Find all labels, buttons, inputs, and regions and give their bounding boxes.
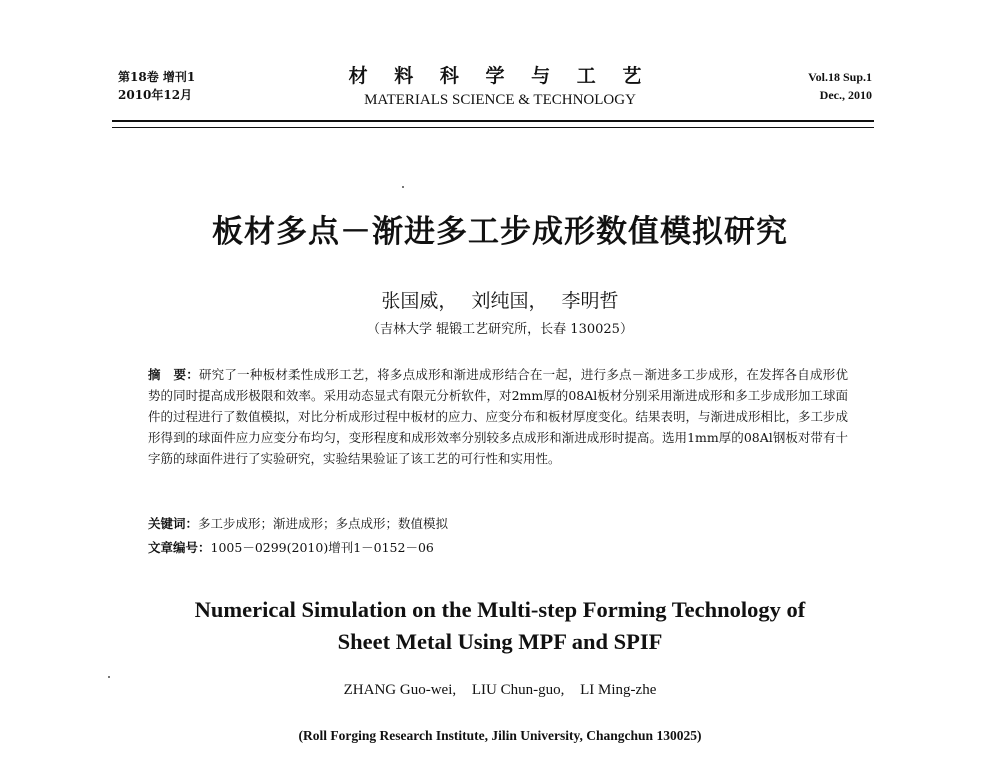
article-number-text: 1005－0299(2010)增刊1－0152－06 [210, 540, 434, 555]
issue-info-cn [118, 68, 195, 104]
issue-info-en [808, 68, 872, 104]
title-en-line1: Numerical Simulation on the Multi-step Forming Technology of [194, 597, 806, 622]
abstract-label: 摘 要： [148, 367, 199, 382]
author-cn: 刘纯国， [471, 290, 548, 312]
abstract-text: 研究了一种板材柔性成形工艺，将多点成形和渐进成形结合在一起，进行多点－渐进多工步成形，在发挥各自成形优势的同时提高成形极限和效率。采用动态显式有限元分析软件，对2mm厚的08Al板材分别采用渐进成形和多工步成形加工球面件的过程进行了数值模拟，对比分析成形过程中板材的应力、应变分布和板材厚度变化。结果表明，与渐进成形相比，多工步成形得到的球面件应力应变分布均匀，变形程度和成形效率分别较多点成形和渐进成形时提高。选用1mm厚的08Al钢板对带有十字筋的球面件进行了实验研究，实验结果验证了该工艺的可行性和实用性。 [148, 367, 849, 466]
journal-name-cn: 材 料 科 学 与 工 艺 [348, 65, 652, 87]
author-list-cn [0, 286, 1000, 313]
header-rule-thin [112, 127, 874, 128]
paper-title-en [0, 594, 1000, 658]
scan-speck [108, 676, 110, 678]
affiliation-cn: （吉林大学 辊锻工艺研究所，长春 130025） [367, 322, 633, 337]
header-rule-thick [112, 120, 874, 122]
author-cn: 李明哲 [561, 290, 619, 312]
paper-title-cn: 板材多点－渐进多工步成形数值模拟研究 [212, 214, 788, 250]
keywords [148, 514, 448, 532]
author-cn: 张国威， [381, 290, 458, 312]
article-number-label: 文章编号： [148, 540, 211, 555]
abstract [148, 364, 848, 469]
title-en-line2: Sheet Metal Using MPF and SPIF [337, 629, 663, 654]
date-cn: 2010年12月 [118, 88, 193, 102]
volume-cn: 第18卷 增刊1 [118, 70, 196, 84]
affiliation-en: (Roll Forging Research Institute, Jilin University, Changchun 130025) [298, 728, 702, 743]
journal-masthead [300, 64, 700, 110]
scan-speck [402, 186, 404, 188]
article-number [148, 538, 434, 556]
date-en: Dec., 2010 [819, 88, 872, 102]
keywords-label: 关键词： [148, 516, 199, 531]
keywords-text: 多工步成形；渐进成形；多点成形；数值模拟 [198, 516, 449, 531]
volume-en: Vol.18 Sup.1 [808, 70, 872, 84]
author-en: ZHANG Guo-wei, [343, 682, 457, 698]
author-en: LIU Chun-guo, [471, 682, 565, 698]
author-en: LI Ming-zhe [580, 682, 657, 698]
author-list-en [0, 682, 1000, 699]
journal-name-en: MATERIALS SCIENCE & TECHNOLOGY [364, 92, 636, 108]
